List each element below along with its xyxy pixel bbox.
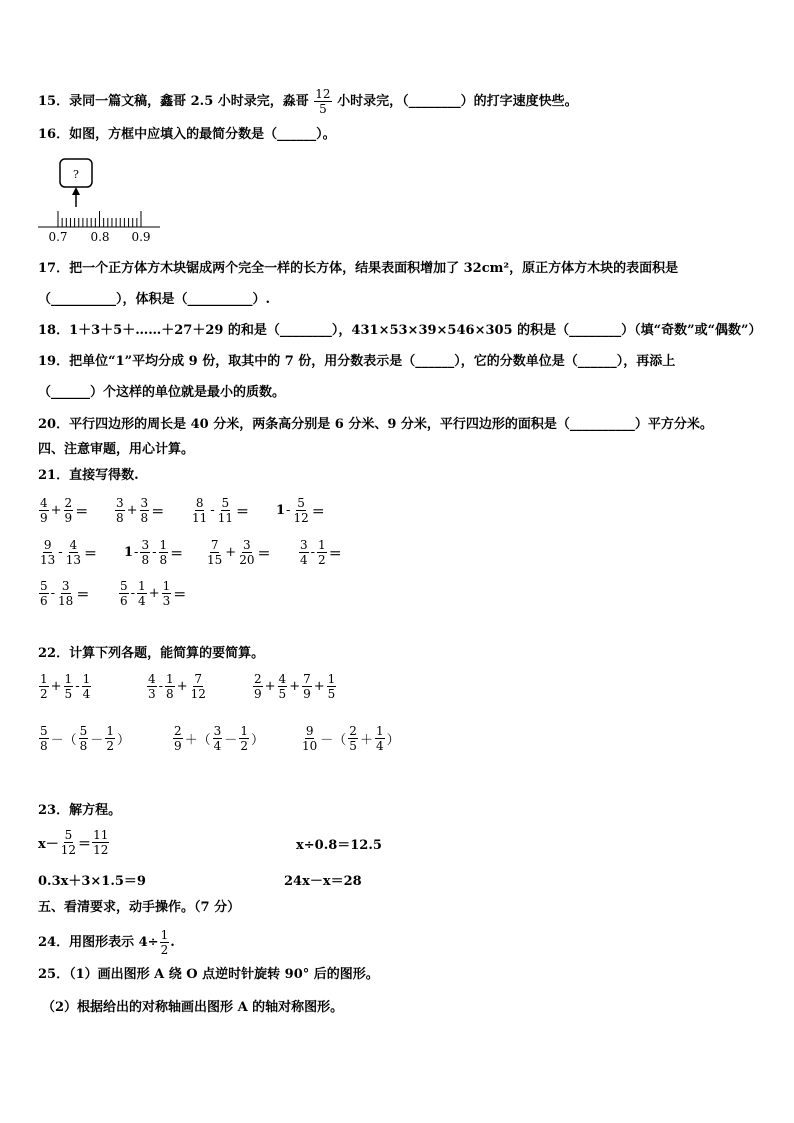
tick-label-0.8: 0.8: [90, 230, 110, 244]
answer-box-label: ?: [73, 168, 79, 181]
question-15: 15．录同一篇文稿，鑫哥 2.5 小时录完，淼哥 $\frac{12}{5}$ 小时录完，（________）的打字速度快些。: [38, 87, 578, 116]
expr-21-9: $\frac{5}{6}$ - $\frac{3}{18}$ ＝: [40, 579, 90, 608]
question-17-line1: 17．把一个正方体方木块锯成两个完全一样的长方体，结果表面积增加了 32cm²，原正方体方木块的表面积是: [38, 261, 679, 276]
expr-21-5: $\frac{9}{13}$ - $\frac{4}{13}$ ＝: [40, 538, 97, 567]
expr-22-3: $\frac{2}{9}$ + $\frac{4}{5}$ + $\frac{7}{9}$ + $\frac{1}{5}$: [254, 672, 336, 701]
expr-21-10: $\frac{5}{6}$ - $\frac{1}{4}$ + $\frac{1}{3}$ ＝: [120, 579, 187, 608]
expr-22-1: $\frac{1}{2}$ + $\frac{1}{5}$ - $\frac{1}{4}$: [40, 672, 91, 701]
equation-23-3: 0.3x＋3×1.5＝9: [38, 874, 146, 889]
question-17-line2: （__________），体积是（__________）.: [38, 292, 271, 307]
arrow-head: [72, 187, 80, 195]
expr-22-6: $\frac{9}{10}$ －（ $\frac{2}{5}$ ＋ $\frac{1}{4}$ ）: [302, 724, 400, 753]
question-20: 20．平行四边形的周长是 40 分米，两条高分别是 6 分米、9 分米，平行四边形的面积是（__________）平方分米。: [38, 417, 713, 432]
expr-21-1: $\frac{4}{9}$ + $\frac{2}{9}$ ＝: [40, 496, 89, 525]
expr-21-7: $\frac{7}{15}$ + $\frac{3}{20}$ ＝: [207, 538, 271, 567]
question-24: 24．用图形表示 4÷ $\frac{1}{2}$ .: [38, 928, 175, 957]
section-4-title: 四、注意审题，用心计算。: [38, 442, 195, 457]
expr-22-5: $\frac{2}{9}$ ＋（ $\frac{3}{4}$ － $\frac{1}{2}$ ）: [174, 724, 264, 753]
question-19-line1: 19．把单位“1”平均分成 9 份，取其中的 7 份，用分数表示是（______），它的分数单位是（______），再添上: [38, 354, 676, 369]
equation-23-2: x÷0.8＝12.5: [296, 838, 382, 853]
question-23-title: 23．解方程。: [38, 803, 122, 818]
axis-ticks: [58, 211, 141, 227]
expr-22-2: $\frac{4}{3}$ - $\frac{1}{8}$ + $\frac{7}{12}$: [148, 672, 206, 701]
tick-label-0.9: 0.9: [131, 230, 151, 244]
expr-21-6: 1 - $\frac{3}{8}$ - $\frac{1}{8}$ ＝: [124, 538, 184, 567]
question-18: 18．1＋3＋5＋……＋27＋29 的和是（________），431×53×39×546×305 的积是（________）（填“奇数”或“偶数”）: [38, 323, 762, 338]
question-25-line2: （2）根据给出的对称轴画出图形 A 的轴对称图形。: [42, 1000, 344, 1015]
expr-22-4: $\frac{5}{8}$ －（ $\frac{5}{8}$ － $\frac{1}{2}$ ）: [40, 724, 130, 753]
question-22-title: 22．计算下列各题，能简算的要简算。: [38, 646, 265, 661]
expr-21-8: $\frac{3}{4}$ - $\frac{1}{2}$ ＝: [300, 538, 342, 567]
question-25-line1: 25．（1）画出图形 A 绕 O 点逆时针旋转 90° 后的图形。: [38, 967, 379, 982]
equation-23-1: x－ $\frac{5}{12}$ ＝ $\frac{11}{12}$: [38, 828, 109, 857]
number-line-figure: [36, 155, 166, 247]
tick-label-0.7: 0.7: [48, 230, 68, 244]
expr-21-4: 1 - $\frac{5}{12}$ ＝: [276, 496, 325, 525]
equation-23-4: 24x－x＝28: [284, 874, 362, 889]
expr-21-2: $\frac{3}{8}$ + $\frac{3}{8}$ ＝: [116, 496, 165, 525]
question-19-line2: （______）个这样的单位就是最小的质数。: [38, 385, 286, 400]
fraction: $\frac{12}{5}$: [315, 87, 331, 116]
question-21-title: 21．直接写得数.: [38, 468, 139, 483]
expr-21-3: $\frac{8}{11}$ - $\frac{5}{11}$ ＝: [192, 496, 249, 525]
section-5-title: 五、看清要求，动手操作。（7 分）: [38, 900, 241, 915]
question-16: 16．如图，方框中应填入的最简分数是（______）。: [38, 127, 336, 142]
